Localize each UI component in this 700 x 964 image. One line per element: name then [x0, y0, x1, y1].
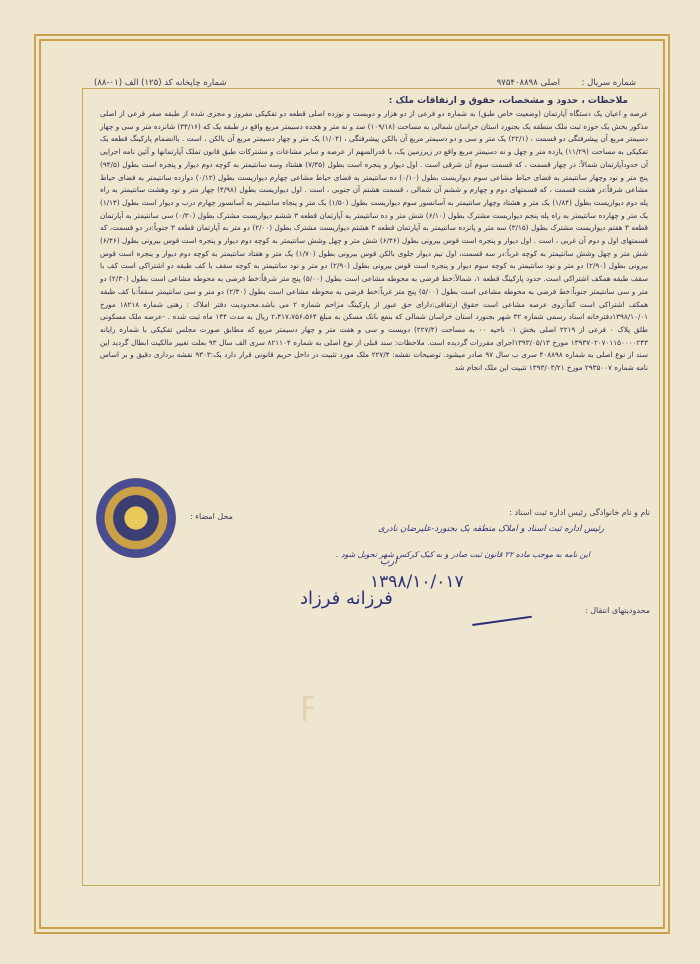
background-watermark: ߓ: [300, 690, 315, 730]
signer-label: نام و نام خانوادگی رئیس اداره ثبت اسناد :: [509, 508, 650, 517]
signature-place-label: محل امضاء :: [190, 512, 233, 521]
serial-value: اصلی ۹۷۵۴۰۸۸۹۸: [496, 78, 560, 88]
description-paragraph: عرصه و اعیان یک دستگاه آپارتمان (وضعیت خاص طبق) به شماره دو فرعی از دو هزار و دویست و نوزده اصلی قطعه دو تفکیکی مفروز و مجزی شده از طبقه صفر فرعی از اصلی مذکور بخش یک حوزه ثبت ملک منطقه یک بجنورد استان خراسان شمالی به مساحت (۱۰۹/۱۸) صد و نه متر و هجده دسیمتر مربع واقع در طبقه یک که (۳۴/۱۶) شانزده متر و سی و چهار دسیمتر مربع آن پیشرفتگی دو قسمت ، (۲۲/۱) یک متر و سی و دو دسیمتر مربع آن بالکن پیشرفتگی ، (۱/۰۴) یک متر و چهار دسیمتر مربع آن بالکن ، است . باانضمام پارکینگ قطعه یک تفکیکی به مساحت (۱۱/۲۹) یازده متر و چهل و نه دسیمتر مربع واقع در زیرزمین یک، با قدرالسهم از عرصه و سایر مشاعات و مشترکات طبق قانون تملک آپارتمانها و آئین نامه اجرایی آن حدودآپارتمان شمالاً: در چهار قسمت ، که قسمت سوم آن شرقی است . اول دیوار و پنجره است بطول (۷/۳۵) هشتاد وسه سانتیمتر به کوچه دوم دیوار و پنجره است بطول (۹۴/۵) پنج متر و نود وچهار سانتیمتر به فضای حیاط مشاعی سوم دیواریست بطول (۰/۱۰) ده سانتیمتر به فضای حیاط مشاعی چهارم دیواریست بطول (۰/۱۲) دوازده سانتیمتر به فضای حیاط مشاعی شرقاً:در هشت قسمت ، که قسمتهای دوم و چهارم و ششم آن شمالی ، قسمت هشتم آن جنوبی ، است . اول دیواریست بطول (۴/۹۸) چهار متر و نود وهشت سانتیمتر به راه پله دوم دیواریست بطول (۱/۸۴) یک متر و هشتاد وچهار سانتیمتر به آسانسور سوم دیواریست بطول (۱/۵۰) یک متر و پنجاه سانتیمتر به آسانسور چهارم درب و دیوار است بطول (۱/۱۴) یک متر و چهارده سانتیمتر به راه پله پنجم دیواریست مشترک بطول (۶/۱۰) شش متر و ده سانتیمتر به آپارتمان قطعه ۳ ششم دیواریست مشترک بطول (۰/۳۰) سی سانتیمتر به آپارتمان قطعه ۳ هفتم دیواریست مشترک بطول (۳/۱۵) سه متر و پانزده سانتیمتر به آپارتمان قطعه ۳ هشتم دیواریست مشترک بطول (۲/۰۰) دو متر به آپارتمان قطعه ۳ جنوباً:در دو قسمت، که قسمتهای اول و دوم آن غربی ، است . اول دیوار و پنجره است قوس بیرونی بطول (۶/۴۶) شش متر و چهل وشش سانتیمتر به کوچه دوم دیوار و پنجره است قوس بیرونی بطول (۶/۴۶) شش متر و چهل وشش سانتیمتر به کوچه غرباً:در سه قسمت، اول نیم دیوار جلوی بالکن قوس بیرونی بطول (۱/۷۰) یک متر و هفتاد سانتیمتر به کوچه دوم دیوار و پنجره است قوس بیرونی بطول (۲/۹۰) دو متر و نود سانتیمتر به کوچه سوم دیوار و پنجره است قوس بیرونی بطول (۲/۹۰) دو متر و نود سانتیمتر به کوچه سقف با کف طبقه دو اشتراکی است کف با سقف طبقه همکف اشتراکی است. حدود پارکینگ قطعه ۱، شمالاً:خط فرضی به محوطه مشاعی است بطول (۵/۰۰) پنج متر شرقاً:خط فرضی به محوطه مشاعی است بطول (۲/۳۰) دو متر و سی سانتیمتر جنوباً:خط فرضی به محوطه مشاعی است بطول (۵/۰۰) پنج متر غرباً:خط فرضی به محوطه مشاعی است بطول (۲/۳۰) دو متر و سی سانتیمتر سقفاً:با کف طبقه همکف اشتراکی است کفاً:روی عرصه مشاعی است حقوق ارتفاقی:دارای حق عبور از پارکینگ مزاحم شماره ۲ می باشد.محدودیت دفتر املاک : رهنی شماره ۱۸۲۱۸ مورخ ۱۳۹۸/۱۰/۰۱دفترخانه اسناد رسمی شماره ۳۲ شهر بجنورد استان خراسان شمالی که بنفع بانک مسکن به مبلغ ۲،۴۱۷،۷۵۶،۵۶۴ ریال به مدت ۱۴۴ ماه ثبت شده . -عرصه ملک مسکونی طلق پلاک ۰ فرعی از ۲۲۱۹ اصلی بخش ۰۱ ناحیه ۰۰ به مساحت (۲۲۷/۴) دویست و سی و هفت متر و چهار دسیمتر مربع که مطابق صورت مجلس تفکیکی با شماره رایانه ۱۳۹۳۷۰۲۰۷۰۱۱۵۰۰۰۰۲۴۳ مورخ ۱۳۹۳/۰۵/۱۳اجرای مقررات گردیده است. ملاحظات: سند قبلی از نوع اصلی به شماره ۸۲۱۱۰۴ سری الف سال ۹۳ بعلت تغییر مالکیت ابطال گردید این سند از نوع اصلی به شماره ۴۰۸۸۹۸ سری ب سال ۹۷ صادر میشود. توضیحات نقشه: ۲۲۷/۴ ملک مورد تثبیت در داخل حریم قانونی قرار دارد یک:۹۳۰۳ نقشه برداری دقیق و بر اساس نامه شماره ۲۹۳۵۰۰۷ مورخ ۱۳۹۳/۰۳/۲۱ تثبیت این ملک انجام شد: [100, 109, 649, 373]
transfer-restrictions-label: محدودیتهای انتقال :: [584, 606, 650, 615]
handwritten-date: ۱۳۹۸/۱۰/۰۱۷: [370, 572, 464, 592]
signer-value: رئیس اداره ثبت اسناد و املاک منطقه یک بجنورد-علیرضان نادری: [377, 524, 604, 534]
header-row: [90, 76, 640, 94]
official-seal-stamp: [96, 478, 176, 558]
print-code: شماره چاپخانه کد (۱۲۵) الف (۰۱-۸۸): [94, 78, 227, 88]
serial-label: شماره سریال :: [581, 78, 636, 88]
section-title: ملاحظات ، حدود و مشخصات، حقوق و ارتفاقات ملک :: [388, 96, 628, 106]
handwritten-code: ارب: [380, 556, 398, 567]
property-description: [100, 108, 648, 375]
note-line: این نامه به موجب ماده ۲۲ قانون ثبت صادر و به کیک کرکس شهر تحویل شود .: [336, 550, 590, 559]
handwritten-name: فرزانه فرزاد: [300, 588, 393, 609]
